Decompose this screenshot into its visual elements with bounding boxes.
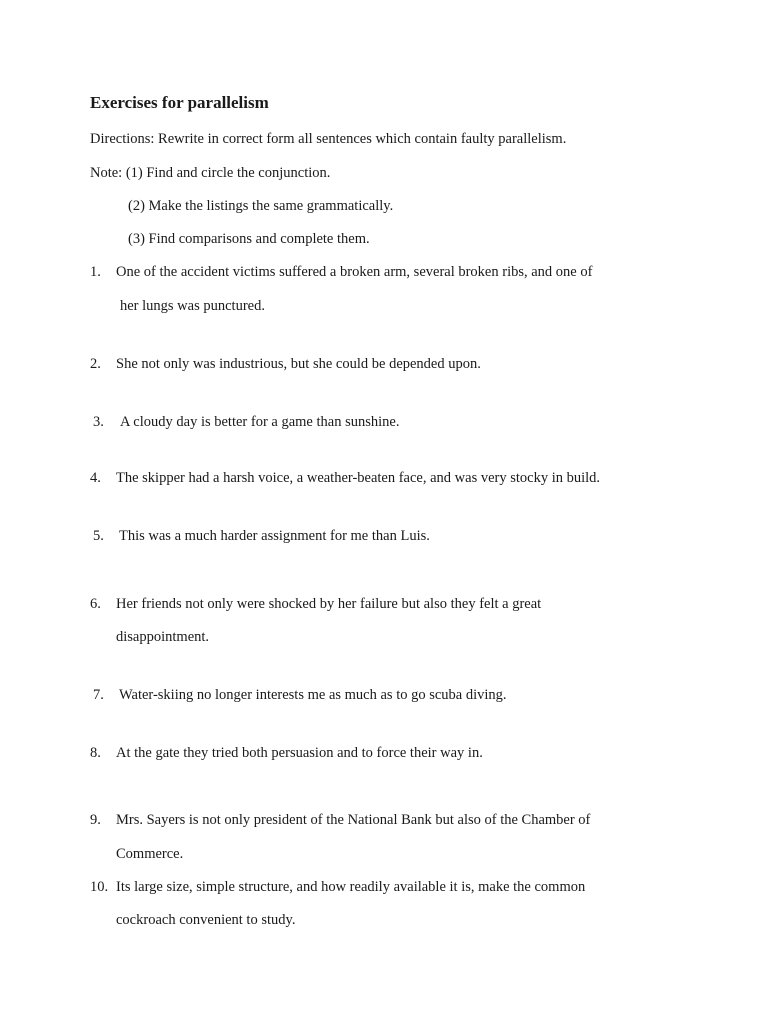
note-line-2: (2) Make the listings the same grammatically. <box>128 198 394 214</box>
item-text: One of the accident victims suffered a broken arm, several broken ribs, and one of <box>116 264 593 280</box>
item-text-continued: her lungs was punctured. <box>120 298 265 314</box>
item-text: Its large size, simple structure, and how readily available it is, make the common <box>116 879 586 895</box>
item-text-continued: cockroach convenient to study. <box>116 912 296 928</box>
page-title: Exercises for parallelism <box>90 93 269 112</box>
item-text: She not only was industrious, but she could be depended upon. <box>116 356 481 372</box>
item-number: 8. <box>90 745 101 761</box>
item-text-continued: disappointment. <box>116 629 210 645</box>
item-text: The skipper had a harsh voice, a weather-beaten face, and was very stocky in build. <box>116 470 601 486</box>
item-number: 5. <box>93 528 104 544</box>
note-line-3: (3) Find comparisons and complete them. <box>128 231 370 247</box>
item-number: 4. <box>90 470 101 486</box>
item-number: 3. <box>93 414 104 430</box>
item-number: 9. <box>90 812 101 828</box>
item-text: Water-skiing no longer interests me as much as to go scuba diving. <box>119 687 507 703</box>
item-text: A cloudy day is better for a game than sunshine. <box>120 414 400 430</box>
item-text-continued: Commerce. <box>116 846 184 862</box>
item-number: 1. <box>90 264 101 280</box>
note-line-1: Note: (1) Find and circle the conjunction. <box>90 165 331 181</box>
item-number: 10. <box>90 879 109 895</box>
item-text: Mrs. Sayers is not only president of the National Bank but also of the Chamber of <box>116 812 591 828</box>
item-text: This was a much harder assignment for me than Luis. <box>119 528 430 544</box>
item-text: At the gate they tried both persuasion and to force their way in. <box>116 745 483 761</box>
directions-text: Directions: Rewrite in correct form all sentences which contain faulty parallelism. <box>90 131 567 147</box>
item-number: 2. <box>90 356 101 372</box>
item-text: Her friends not only were shocked by her failure but also they felt a great <box>116 596 542 612</box>
item-number: 7. <box>93 687 104 703</box>
item-number: 6. <box>90 596 101 612</box>
